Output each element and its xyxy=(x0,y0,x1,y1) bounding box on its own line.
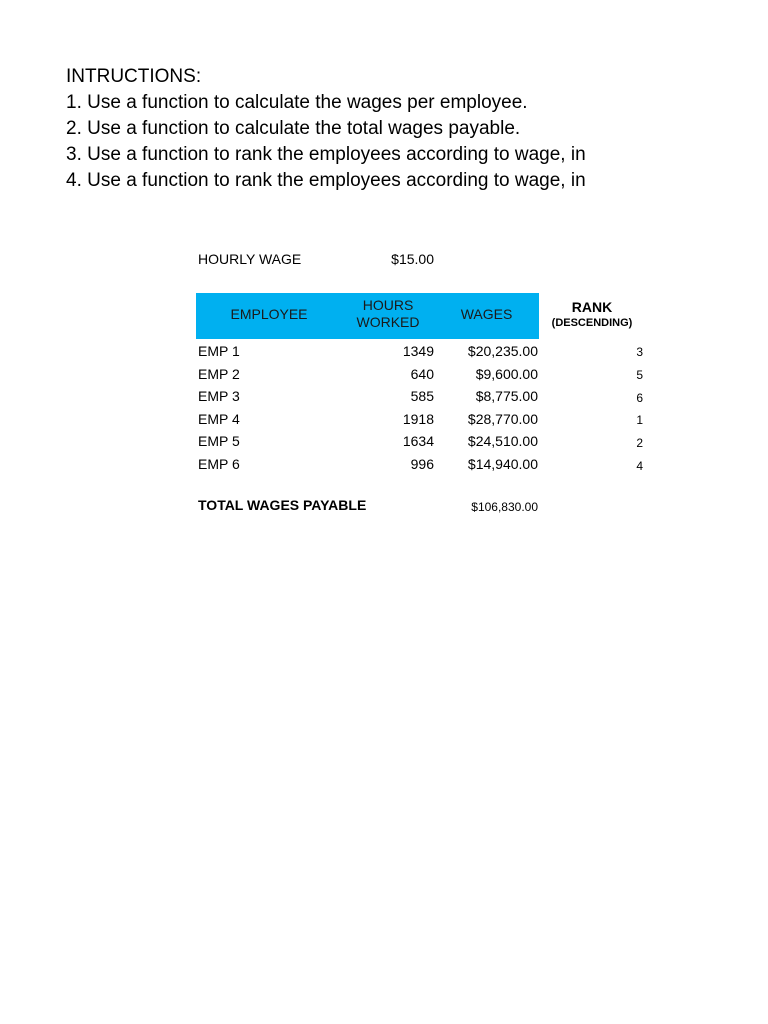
table-row-employee: EMP 2 xyxy=(198,366,240,382)
instruction-line-3: 3. Use a function to rank the employees according to wage, in xyxy=(66,144,586,165)
table-row-hours: 585 xyxy=(410,388,434,404)
instructions-title: INTRUCTIONS: xyxy=(66,66,202,87)
table-row-hours: 1918 xyxy=(402,411,434,427)
header-wages: WAGES xyxy=(460,306,513,322)
total-wages-label: TOTAL WAGES PAYABLE xyxy=(198,497,367,513)
table-row-rank: 6 xyxy=(636,391,643,405)
table-row-wages: $14,940.00 xyxy=(467,456,538,472)
table-row-rank: 5 xyxy=(636,368,643,382)
table-row-hours: 996 xyxy=(410,456,434,472)
table-row-wages: $24,510.00 xyxy=(467,433,538,449)
table-row-wages: $20,235.00 xyxy=(467,343,538,359)
table-row-rank: 1 xyxy=(636,413,643,427)
table-row-employee: EMP 1 xyxy=(198,343,240,359)
hourly-wage-label: HOURLY WAGE xyxy=(198,251,302,267)
table-row-wages: $9,600.00 xyxy=(475,366,538,382)
table-row-wages: $8,775.00 xyxy=(475,388,538,404)
header-rank: RANK xyxy=(571,299,613,315)
table-row-hours: 1634 xyxy=(402,433,434,449)
table-row-wages: $28,770.00 xyxy=(467,411,538,427)
table-row-rank: 2 xyxy=(636,436,643,450)
table-row-employee: EMP 5 xyxy=(198,433,240,449)
hourly-wage-value: $15.00 xyxy=(391,251,434,267)
table-row-employee: EMP 4 xyxy=(198,411,240,427)
table-row-hours: 1349 xyxy=(402,343,434,359)
instruction-line-1: 1. Use a function to calculate the wages per employee. xyxy=(66,92,528,113)
table-row-rank: 4 xyxy=(636,459,643,473)
header-hours-line1: HOURS xyxy=(362,297,414,313)
instruction-line-4: 4. Use a function to rank the employees according to wage, in xyxy=(66,170,586,191)
table-row-employee: EMP 6 xyxy=(198,456,240,472)
header-hours-line2: WORKED xyxy=(356,314,420,330)
table-row-hours: 640 xyxy=(410,366,434,382)
instruction-line-2: 2. Use a function to calculate the total wages payable. xyxy=(66,118,521,139)
header-rank-subtitle: (DESCENDING) xyxy=(551,317,633,329)
header-employee: EMPLOYEE xyxy=(230,306,308,322)
table-row-rank: 3 xyxy=(636,345,643,359)
table-row-employee: EMP 3 xyxy=(198,388,240,404)
total-wages-value: $106,830.00 xyxy=(471,500,538,514)
